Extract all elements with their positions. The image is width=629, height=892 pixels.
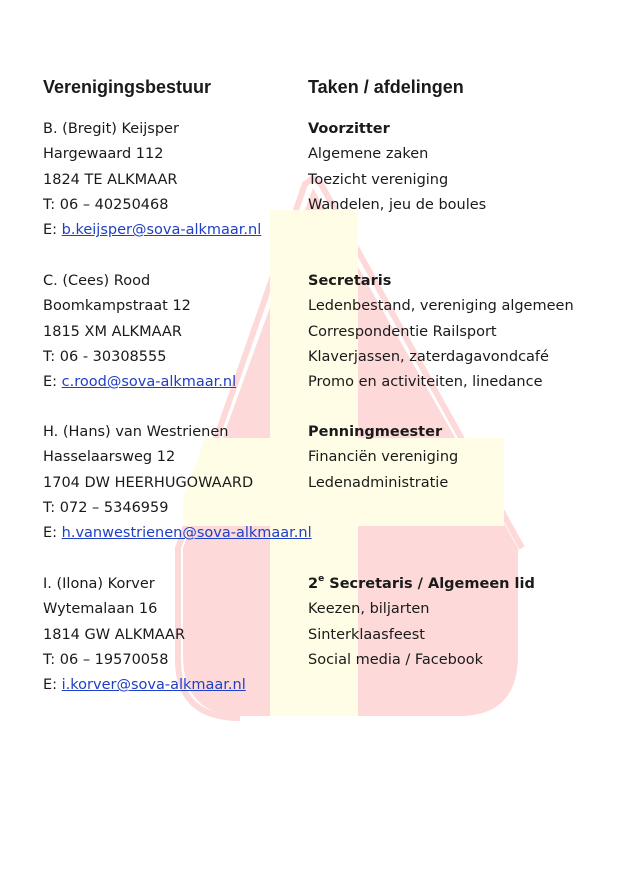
member-task: Financiën vereniging xyxy=(308,449,459,466)
member-task: Ledenadministratie xyxy=(308,474,449,491)
member-block-1 xyxy=(0,117,629,243)
member-task: Keezen, biljarten xyxy=(308,601,430,618)
email-link[interactable]: b.keijsper@sova-alkmaar.nl xyxy=(61,222,262,239)
member-phone: T: 06 - 30308555 xyxy=(43,348,167,365)
member-role: Penningmeester xyxy=(308,424,443,440)
email-link[interactable]: c.rood@sova-alkmaar.nl xyxy=(61,374,237,391)
member-role: Voorzitter xyxy=(308,121,390,137)
member-phone: T: 06 – 40250468 xyxy=(43,196,169,213)
member-city: 1815 XM ALKMAAR xyxy=(43,323,182,340)
member-street: Boomkampstraat 12 xyxy=(43,298,191,315)
member-task: Social media / Facebook xyxy=(308,651,483,668)
member-name: B. (Bregit) Keijsper xyxy=(43,121,179,137)
member-task: Promo en activiteiten, linedance xyxy=(308,374,543,391)
member-street: Hasselaarsweg 12 xyxy=(43,449,176,466)
member-name: I. (Ilona) Korver xyxy=(43,576,155,592)
member-email-line xyxy=(43,218,261,243)
member-email-line xyxy=(43,370,236,395)
member-city: 1814 GW ALKMAAR xyxy=(43,626,186,643)
member-name: C. (Cees) Rood xyxy=(43,273,151,289)
member-phone: T: 072 – 5346959 xyxy=(43,499,169,516)
member-task: Ledenbestand, vereniging algemeen xyxy=(308,298,574,315)
member-city: 1704 DW HEERHUGOWAARD xyxy=(43,474,254,491)
member-task: Klaverjassen, zaterdagavondcafé xyxy=(308,348,549,365)
email-link[interactable]: i.korver@sova-alkmaar.nl xyxy=(61,677,246,694)
member-block-3 xyxy=(0,420,629,546)
member-role-line xyxy=(308,572,535,597)
member-name: H. (Hans) van Westrienen xyxy=(43,424,229,440)
member-task: Correspondentie Railsport xyxy=(308,323,497,340)
email-prefix: E: xyxy=(43,525,62,542)
email-prefix: E: xyxy=(43,677,62,694)
email-prefix: E: xyxy=(43,374,62,391)
email-prefix: E: xyxy=(43,222,62,239)
member-street: Hargewaard 112 xyxy=(43,146,164,163)
member-block-2 xyxy=(0,269,629,395)
member-email-line xyxy=(43,673,246,698)
email-link[interactable]: h.vanwestrienen@sova-alkmaar.nl xyxy=(61,525,312,542)
member-role: Secretaris xyxy=(308,273,392,289)
role-number: 2 xyxy=(308,576,319,592)
member-role: Secretaris / Algemeen lid xyxy=(324,576,535,592)
member-block-4 xyxy=(0,572,629,698)
member-task: Sinterklaasfeest xyxy=(308,626,425,643)
role-superscript: e xyxy=(318,574,325,585)
heading-taken-afdelingen: Taken / afdelingen xyxy=(308,77,464,97)
member-task: Algemene zaken xyxy=(308,146,429,163)
member-street: Wytemalaan 16 xyxy=(43,601,158,618)
heading-verenigingsbestuur: Verenigingsbestuur xyxy=(43,77,212,97)
member-phone: T: 06 – 19570058 xyxy=(43,651,169,668)
member-city: 1824 TE ALKMAAR xyxy=(43,171,178,188)
member-task: Toezicht vereniging xyxy=(308,171,449,188)
member-email-line xyxy=(43,521,312,546)
member-task: Wandelen, jeu de boules xyxy=(308,196,487,213)
